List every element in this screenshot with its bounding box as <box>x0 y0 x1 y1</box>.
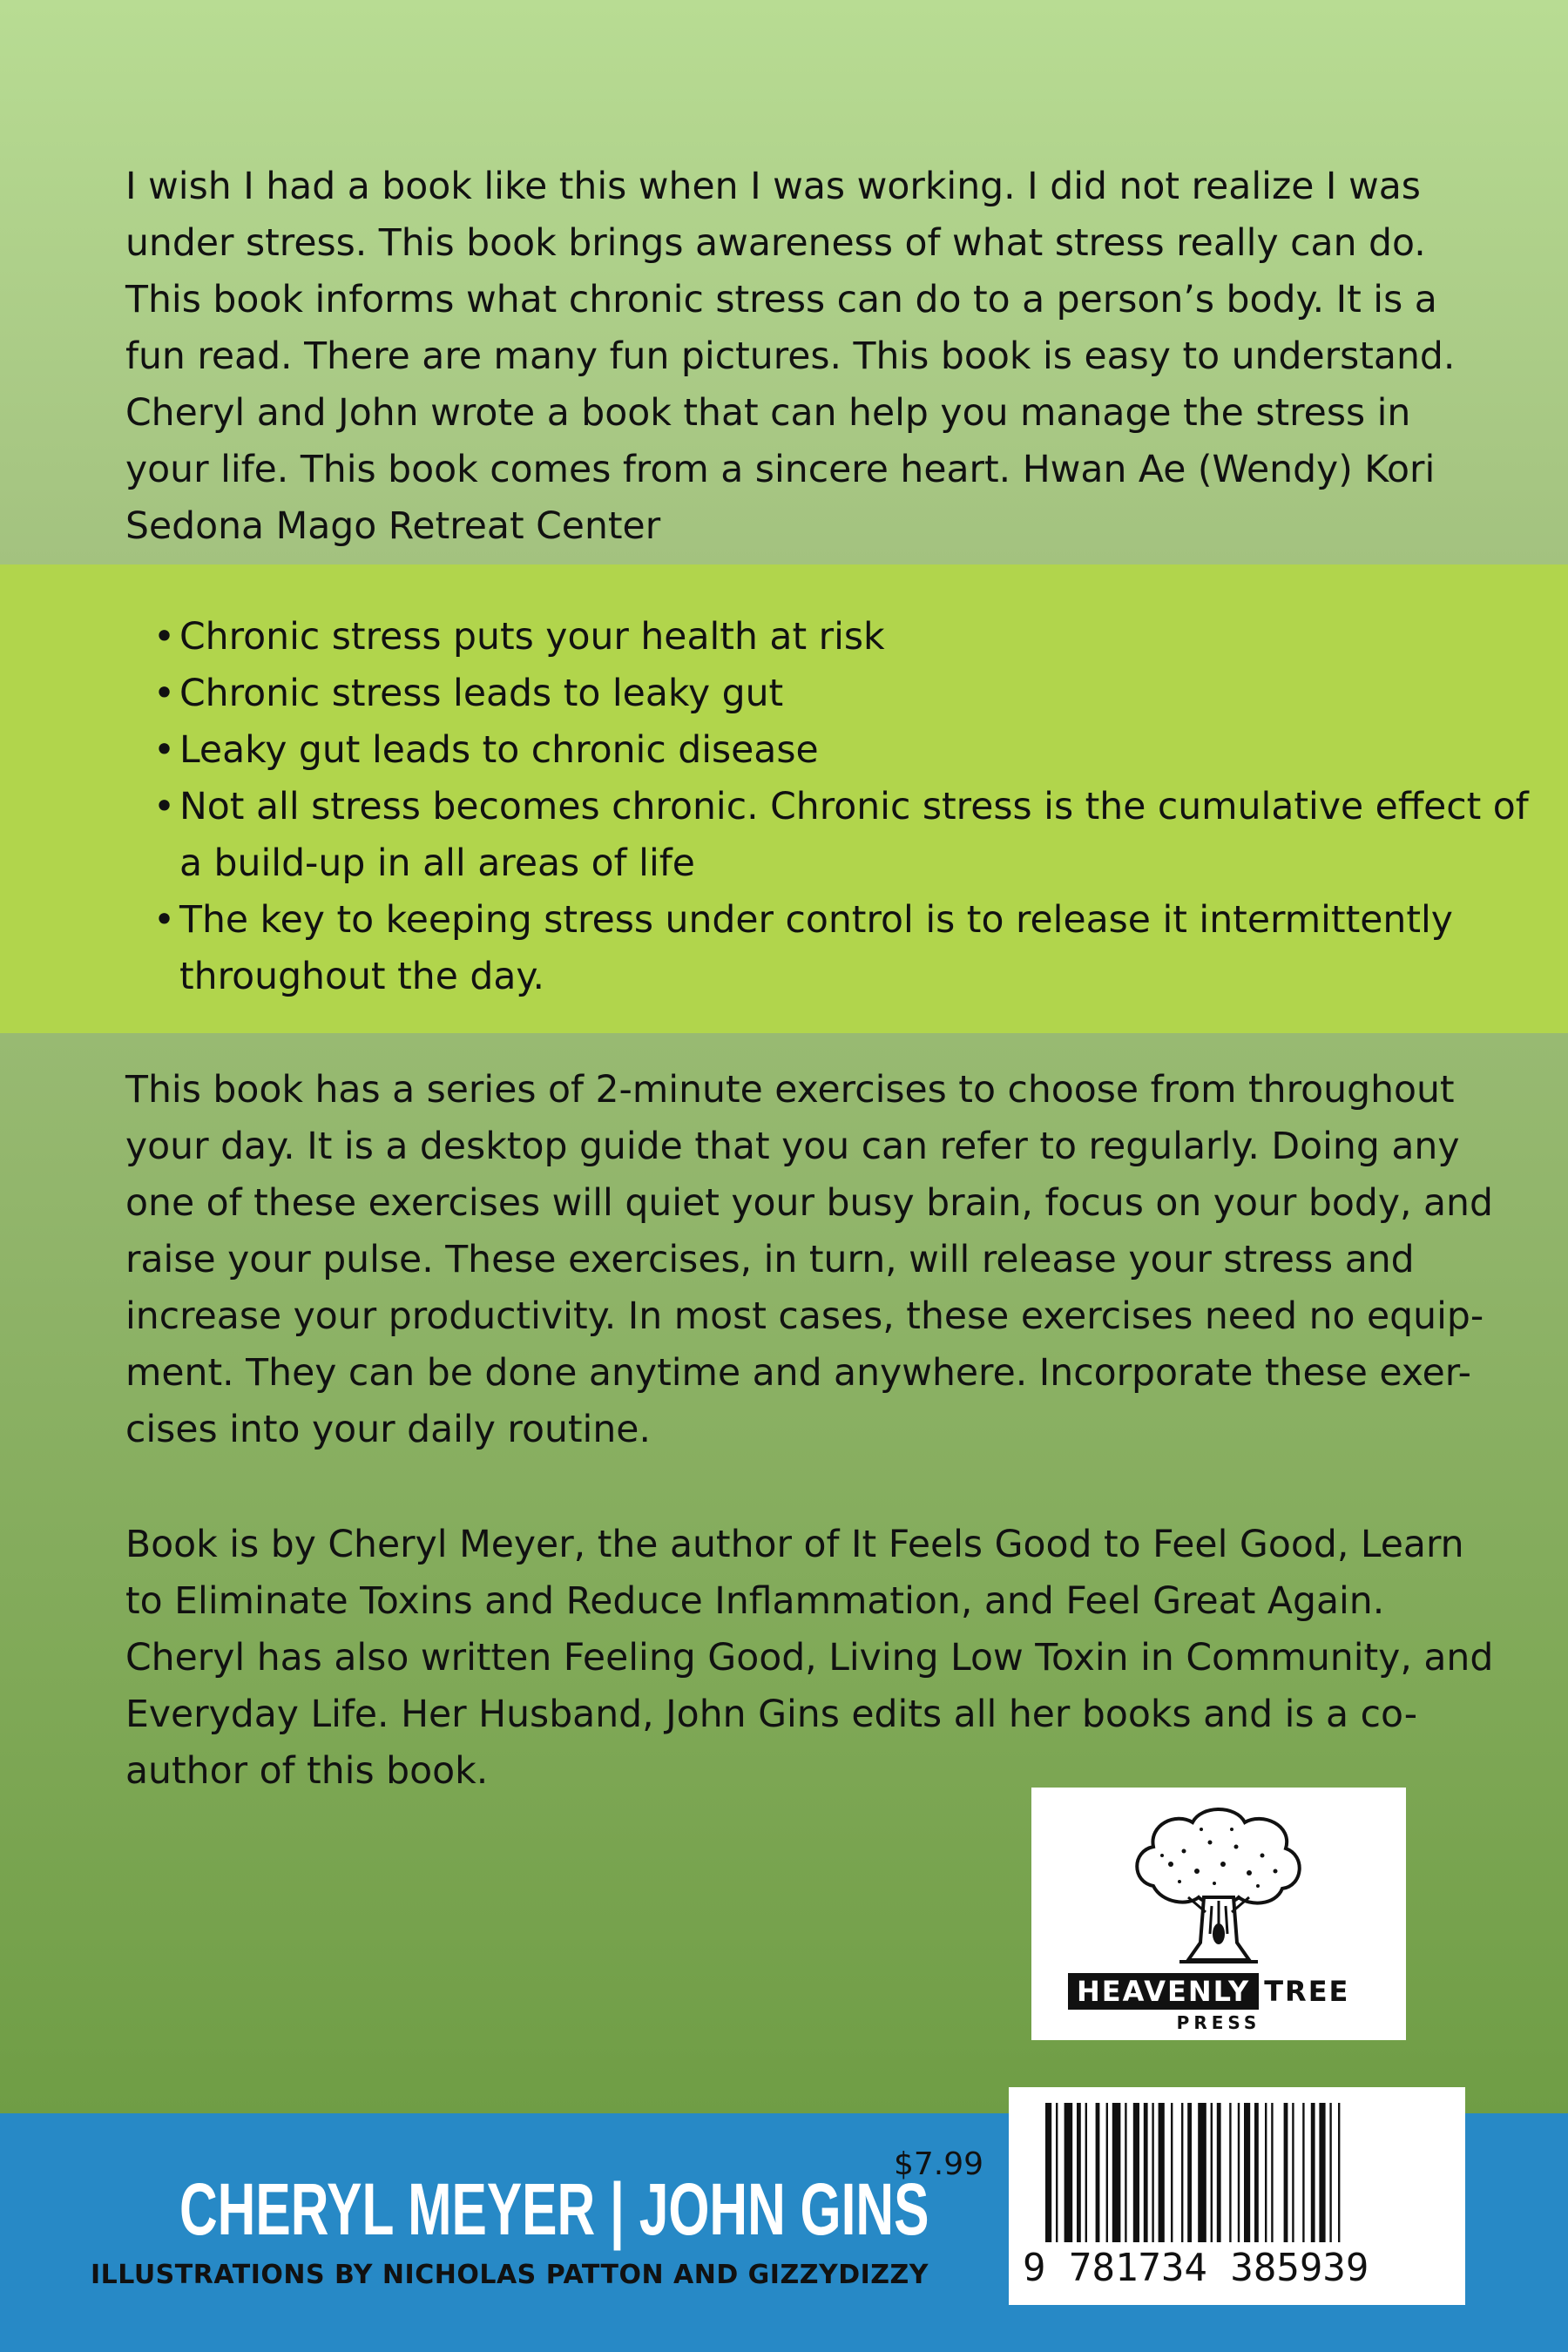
publisher-word-heavenly: HEAVENLY <box>1068 1973 1259 2010</box>
barcode-bar <box>1217 2103 1221 2242</box>
publisher-word-tree: TREE <box>1264 1975 1350 2008</box>
barcode-bar <box>1292 2103 1294 2242</box>
exercises-paragraph: This book has a series of 2-minute exercises to choose from throughout your day. It is a desktop guide that you can refer to regularly. Doing any one of these exercises will quiet your busy brain, focus on your body, and raise your pulse. These exercises, in turn, will release your stress and increase your productivity. In most cases, these exercises need no equip-ment. They can be done anytime and anywhere. Incorporate these exer-cises into your daily routine. <box>125 1069 1493 1451</box>
barcode-bar <box>1311 2103 1315 2242</box>
illustrations-credit: ILLUSTRATIONS BY NICHOLAS PATTON AND GIZZYDIZZY <box>91 2260 929 2290</box>
testimonial-paragraph <box>125 159 1502 555</box>
author-paragraph: Book is by Cheryl Meyer, the author of It Feels Good to Feel Good, Learn to Eliminate Toxins and Reduce Inflammation, and Feel Great Again. Cheryl has also written Feeling Good, Living Low Toxin in Community, and Everyday Life. Her Husband, John Gins edits all her books and is a co-author of this book. <box>125 1524 1494 1793</box>
barcode-bar <box>1064 2103 1073 2242</box>
isbn-digits: 9 781734 385939 <box>1023 2246 1369 2290</box>
tree-icon <box>1127 1803 1310 1969</box>
barcode-bar <box>1244 2103 1250 2242</box>
key-point-item: • Chronic stress leads to leaky gut <box>153 666 1547 722</box>
barcode-bar <box>1159 2103 1165 2242</box>
barcode-bar <box>1229 2103 1231 2242</box>
key-point-item: • The key to keeping stress under control is to release it intermittently throughout the day. <box>153 892 1547 1005</box>
publisher-wordmark <box>1068 1970 1349 2012</box>
barcode-bar <box>1112 2103 1121 2242</box>
barcode-bar <box>1152 2103 1153 2242</box>
barcode-bar <box>1319 2103 1325 2242</box>
author-names: CHERYL MEYER | JOHN GINS <box>179 2168 929 2250</box>
barcode-bar <box>1125 2103 1126 2242</box>
key-point-item: • Chronic stress puts your health at risk <box>153 609 1547 666</box>
barcode-bar <box>1265 2103 1267 2242</box>
barcode-icon <box>1044 2103 1430 2242</box>
barcode-bar <box>1144 2103 1148 2242</box>
barcode-bar <box>1045 2103 1051 2242</box>
barcode-bar <box>1106 2103 1108 2242</box>
barcode-bar <box>1238 2103 1240 2242</box>
testimonial-attribution: Sedona Mago Retreat Center <box>125 505 661 548</box>
barcode-bar <box>1338 2103 1340 2242</box>
barcode-bar <box>1171 2103 1173 2242</box>
barcode-bar <box>1085 2103 1087 2242</box>
barcode-bar <box>1329 2103 1331 2242</box>
barcode-bar <box>1096 2103 1100 2242</box>
isbn-barcode <box>1009 2087 1465 2305</box>
barcode-bar <box>1181 2103 1183 2242</box>
barcode-bar <box>1254 2103 1259 2242</box>
barcode-bar <box>1198 2103 1206 2242</box>
barcode-bar <box>1211 2103 1213 2242</box>
barcode-bar <box>1056 2103 1058 2242</box>
key-points-list <box>153 609 1547 1005</box>
barcode-bar <box>1284 2103 1288 2242</box>
barcode-bar <box>1133 2103 1139 2242</box>
barcode-bar <box>1187 2103 1192 2242</box>
key-point-item: • Not all stress becomes chronic. Chronic stress is the cumulative effect of a build-up in all areas of life <box>153 779 1547 892</box>
publisher-logo <box>1031 1788 1406 2040</box>
barcode-bar <box>1302 2103 1304 2242</box>
testimonial-text: I wish I had a book like this when I was working. I did not realize I was under stress. This book brings awareness of what stress really can do. This book informs what chronic stress can do to a person’s body. It is a fun read. There are many fun pictures. This book is easy to understand. Cheryl and John wrote a book that can help you manage the stress in your life. This book comes from a sincere heart. Hwan Ae (Wendy) Kori <box>125 166 1456 491</box>
barcode-bar <box>1077 2103 1081 2242</box>
barcode-bar <box>1271 2103 1273 2242</box>
key-point-item: • Leaky gut leads to chronic disease <box>153 722 1547 779</box>
price-label: $7.99 <box>894 2146 984 2182</box>
publisher-word-press: PRESS <box>1176 2012 1261 2033</box>
